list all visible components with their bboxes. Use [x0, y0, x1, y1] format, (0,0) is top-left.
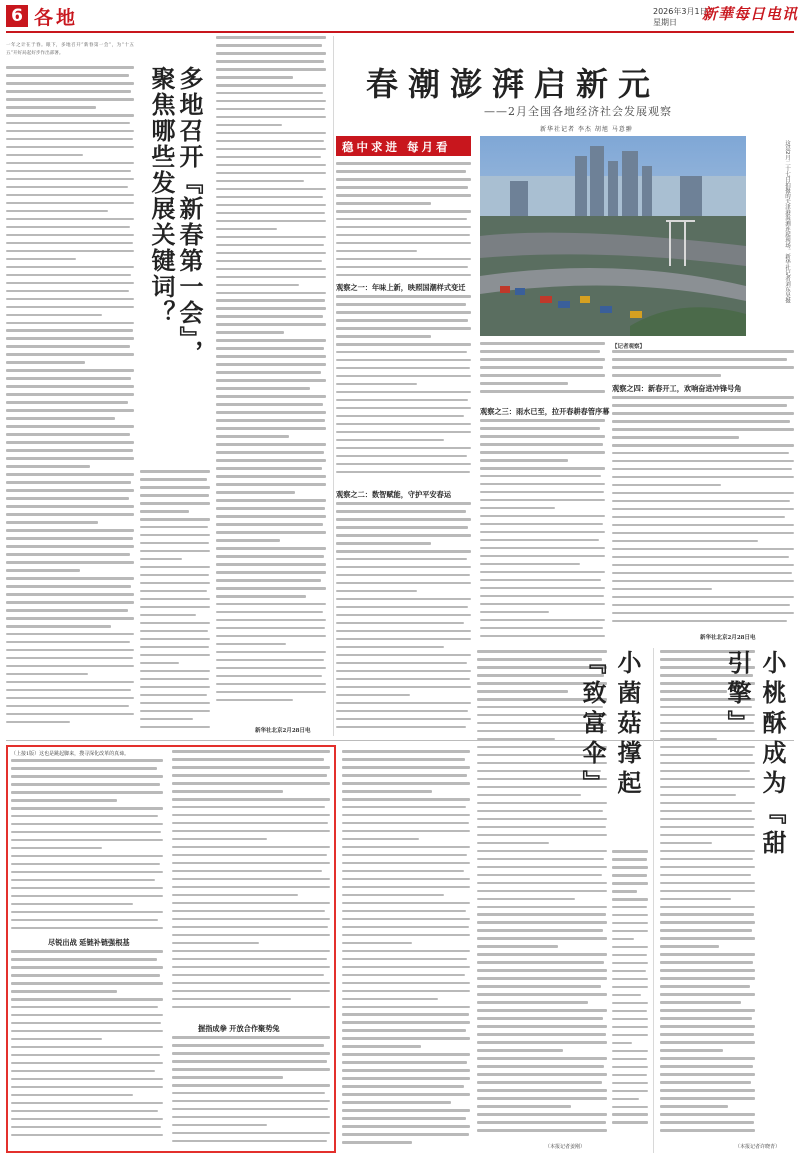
- main-story-subtitle: ——2月全国各地经济社会发展观察: [484, 105, 672, 118]
- observation-4-heading: 观察之四：新春开工，欢响奋进冲锋号角: [612, 384, 742, 393]
- pastry-story-closing: （本报记者许晓青）: [735, 1144, 781, 1150]
- newspaper-logo: 新華每日电讯: [702, 5, 799, 23]
- left-feature-col-1: [6, 66, 134, 736]
- highlighted-subhead-1: 尽锐出战 延链补链强根基: [48, 938, 130, 947]
- observation-2-heading: 观察之二：数智赋能，守护平安春运: [336, 490, 452, 499]
- highlighted-col-2a: [172, 750, 330, 1018]
- observation-1-heading: 观察之一：年味上新，映照国潮样式变迁: [336, 283, 466, 292]
- left-feature-opening: 一年之计在于春。眼下，多地召开“新春第一会”，为“十五五”开好局起好步作出部署。: [6, 43, 134, 56]
- main-col-2-top: [480, 342, 605, 400]
- column-divider-right: [653, 648, 654, 1153]
- highlighted-col-2b: [172, 1036, 330, 1148]
- header-rule: [6, 31, 794, 33]
- left-feature-col-2-bottom: [140, 470, 210, 740]
- highlighted-story-intro: （上接1版）这也是跳起脚来，搜寻深化改革的真谛。: [11, 751, 130, 757]
- issue-date: 2026年3月1日: [653, 7, 708, 16]
- mushroom-story-title: 小菌菇撑起『致富伞』: [578, 650, 642, 800]
- mushroom-story-col-3: [612, 850, 648, 1140]
- reporter-observation-label: 【记者观察】: [612, 344, 646, 350]
- observation-1-body: [336, 295, 471, 480]
- left-feature-closing: 新华社北京2月28日电: [255, 728, 311, 734]
- main-story-lede: [336, 162, 471, 282]
- reporter-observation-body: [612, 350, 794, 380]
- observation-3-body: [480, 419, 605, 644]
- column-banner-text: 稳中求进 每月看: [342, 140, 451, 154]
- section-name: 各地: [34, 7, 79, 29]
- port-photo-image: [480, 136, 746, 336]
- page-header: [0, 0, 800, 30]
- observation-3-heading: 观察之三：雨水已至，拉开春耕春管序幕: [480, 407, 610, 416]
- port-photo: [480, 136, 746, 336]
- section-number: 6: [6, 5, 28, 27]
- column-divider: [333, 36, 334, 736]
- main-story-byline: 新华社记者 李杰 胡旭 马意翀: [540, 126, 633, 133]
- highlighted-col-1a: [11, 759, 163, 934]
- issue-weekday: 星期日: [653, 18, 677, 27]
- photo-caption: 这是2月二十七日拍摄的天津港海测连起现场。新华社记者刘东昊摄: [784, 140, 790, 303]
- left-feature-title: 多地召开『新春第一会』， 聚焦哪些发展关键词？: [147, 66, 204, 366]
- mushroom-story-closing: （本报记者姜刚）: [545, 1144, 586, 1150]
- main-story-title: 春潮澎湃启新元: [366, 65, 661, 103]
- observation-2-body: [336, 502, 471, 736]
- observation-4-body: [612, 396, 794, 628]
- left-feature-col-3: [216, 36, 326, 736]
- pastry-story-title: 小桃酥成为『甜引擎』: [723, 650, 787, 860]
- mushroom-story-col-1: [342, 750, 470, 1148]
- highlighted-subhead-2: 握指成拳 开放合作聚势兔: [198, 1024, 280, 1033]
- highlighted-col-1b: [11, 950, 163, 1148]
- main-story-closing: 新华社北京2月28日电: [700, 635, 756, 641]
